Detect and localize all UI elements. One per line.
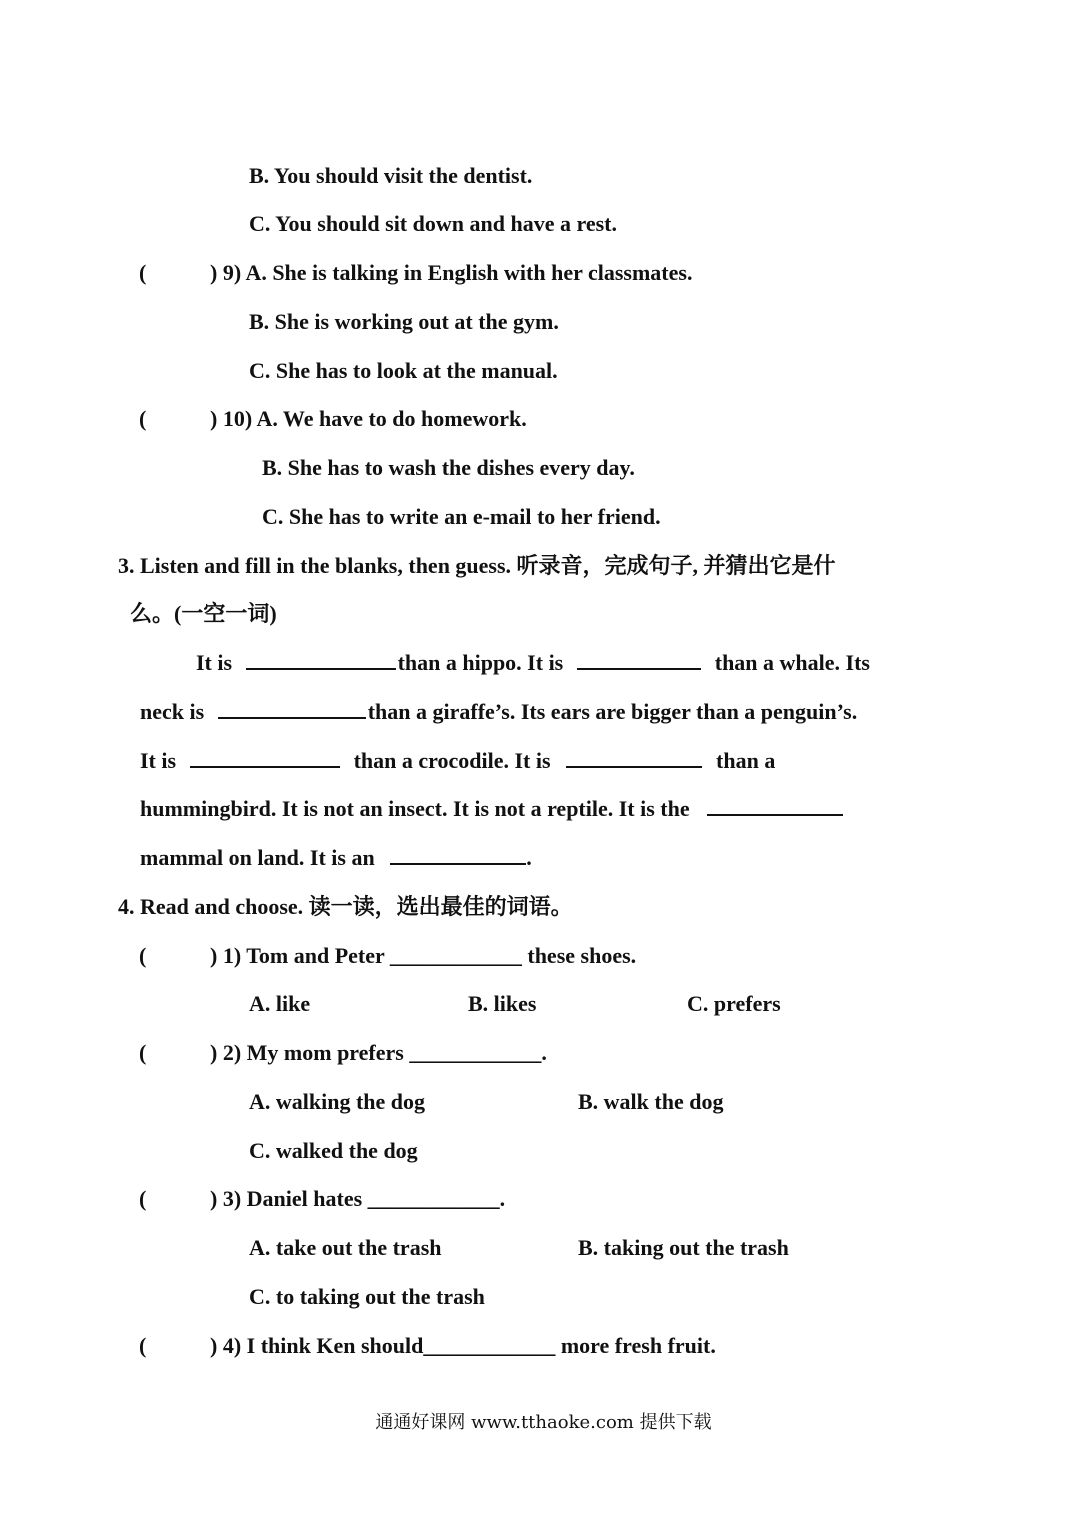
q4-item1-option-c: C. prefers — [687, 991, 781, 1016]
q3-paragraph-line4 — [140, 795, 843, 823]
q4-item3-option-a: A. take out the trash — [249, 1235, 442, 1260]
text-fragment: neck is — [140, 699, 205, 724]
answer-paren: ( — [139, 1040, 147, 1065]
q4-item1-stem: ) 1) Tom and Peter ____________ these shoes. — [210, 943, 637, 968]
text-fragment: . — [526, 845, 532, 870]
text-fragment: than a giraffe’s. Its ears are bigger than a penguin’s. — [367, 699, 858, 724]
q3-paragraph-line2 — [140, 698, 857, 726]
fill-blank[interactable] — [390, 845, 526, 865]
page-footer: 通通好课网 www.tthaoke.com 提供下载 — [375, 1412, 712, 1433]
text-fragment: than a crocodile. It is — [353, 748, 551, 773]
q3-paragraph-line1 — [196, 649, 870, 677]
q10-option-c: C. She has to write an e-mail to her friend. — [262, 504, 661, 529]
fill-blank[interactable] — [577, 650, 701, 670]
q4-item2-option-b: B. walk the dog — [578, 1089, 724, 1114]
q9-option-c: C. She has to look at the manual. — [249, 358, 558, 383]
q4-item4-stem: ) 4) I think Ken should____________ more fresh fruit. — [210, 1333, 716, 1358]
fill-blank[interactable] — [190, 748, 340, 768]
q10-option-b: B. She has to wash the dishes every day. — [262, 455, 635, 480]
answer-paren: ( — [139, 1186, 147, 1211]
answer-paren: ( — [139, 943, 147, 968]
answer-paren: ( — [139, 1333, 147, 1358]
q4-item2-option-a: A. walking the dog — [249, 1089, 426, 1114]
q4-item3-stem: ) 3) Daniel hates ____________. — [210, 1186, 506, 1211]
q8-option-c: C. You should sit down and have a rest. — [249, 211, 617, 236]
q9-option-b: B. She is working out at the gym. — [249, 309, 559, 334]
q3-paragraph-line3 — [140, 747, 775, 775]
fill-blank[interactable] — [566, 748, 702, 768]
q4-item2-option-c: C. walked the dog — [249, 1138, 418, 1163]
q3-heading-line2: 么。(一空一词) — [130, 601, 277, 626]
text-fragment: than a hippo. It is — [397, 650, 564, 675]
text-fragment: hummingbird. It is not an insect. It is not a reptile. It is the — [140, 796, 690, 821]
q9-stem: ) 9) A. She is talking in English with her classmates. — [210, 260, 693, 285]
q10-stem: ) 10) A. We have to do homework. — [210, 406, 527, 431]
q4-item2-stem: ) 2) My mom prefers ____________. — [210, 1040, 547, 1065]
q3-paragraph-line5 — [140, 844, 532, 872]
text-fragment: than a — [716, 748, 776, 773]
text-fragment: than a whale. Its — [714, 650, 870, 675]
fill-blank[interactable] — [707, 796, 843, 816]
fill-blank[interactable] — [246, 650, 396, 670]
text-fragment: It is — [140, 748, 177, 773]
text-fragment: It is — [196, 650, 233, 675]
answer-paren: ( — [139, 406, 147, 431]
q4-item3-option-c: C. to taking out the trash — [249, 1284, 485, 1309]
answer-paren: ( — [139, 260, 147, 285]
fill-blank[interactable] — [218, 699, 366, 719]
text-fragment: mammal on land. It is an — [140, 845, 375, 870]
q4-item3-option-b: B. taking out the trash — [578, 1235, 789, 1260]
q4-item1-option-a: A. like — [249, 991, 311, 1016]
q3-heading-line1: 3. Listen and fill in the blanks, then guess. 听录音，完成句子, 并猜出它是什 — [118, 553, 836, 578]
q4-item1-option-b: B. likes — [468, 991, 537, 1016]
q8-option-b: B. You should visit the dentist. — [249, 163, 533, 188]
q4-heading: 4. Read and choose. 读一读，选出最佳的词语。 — [118, 894, 573, 919]
